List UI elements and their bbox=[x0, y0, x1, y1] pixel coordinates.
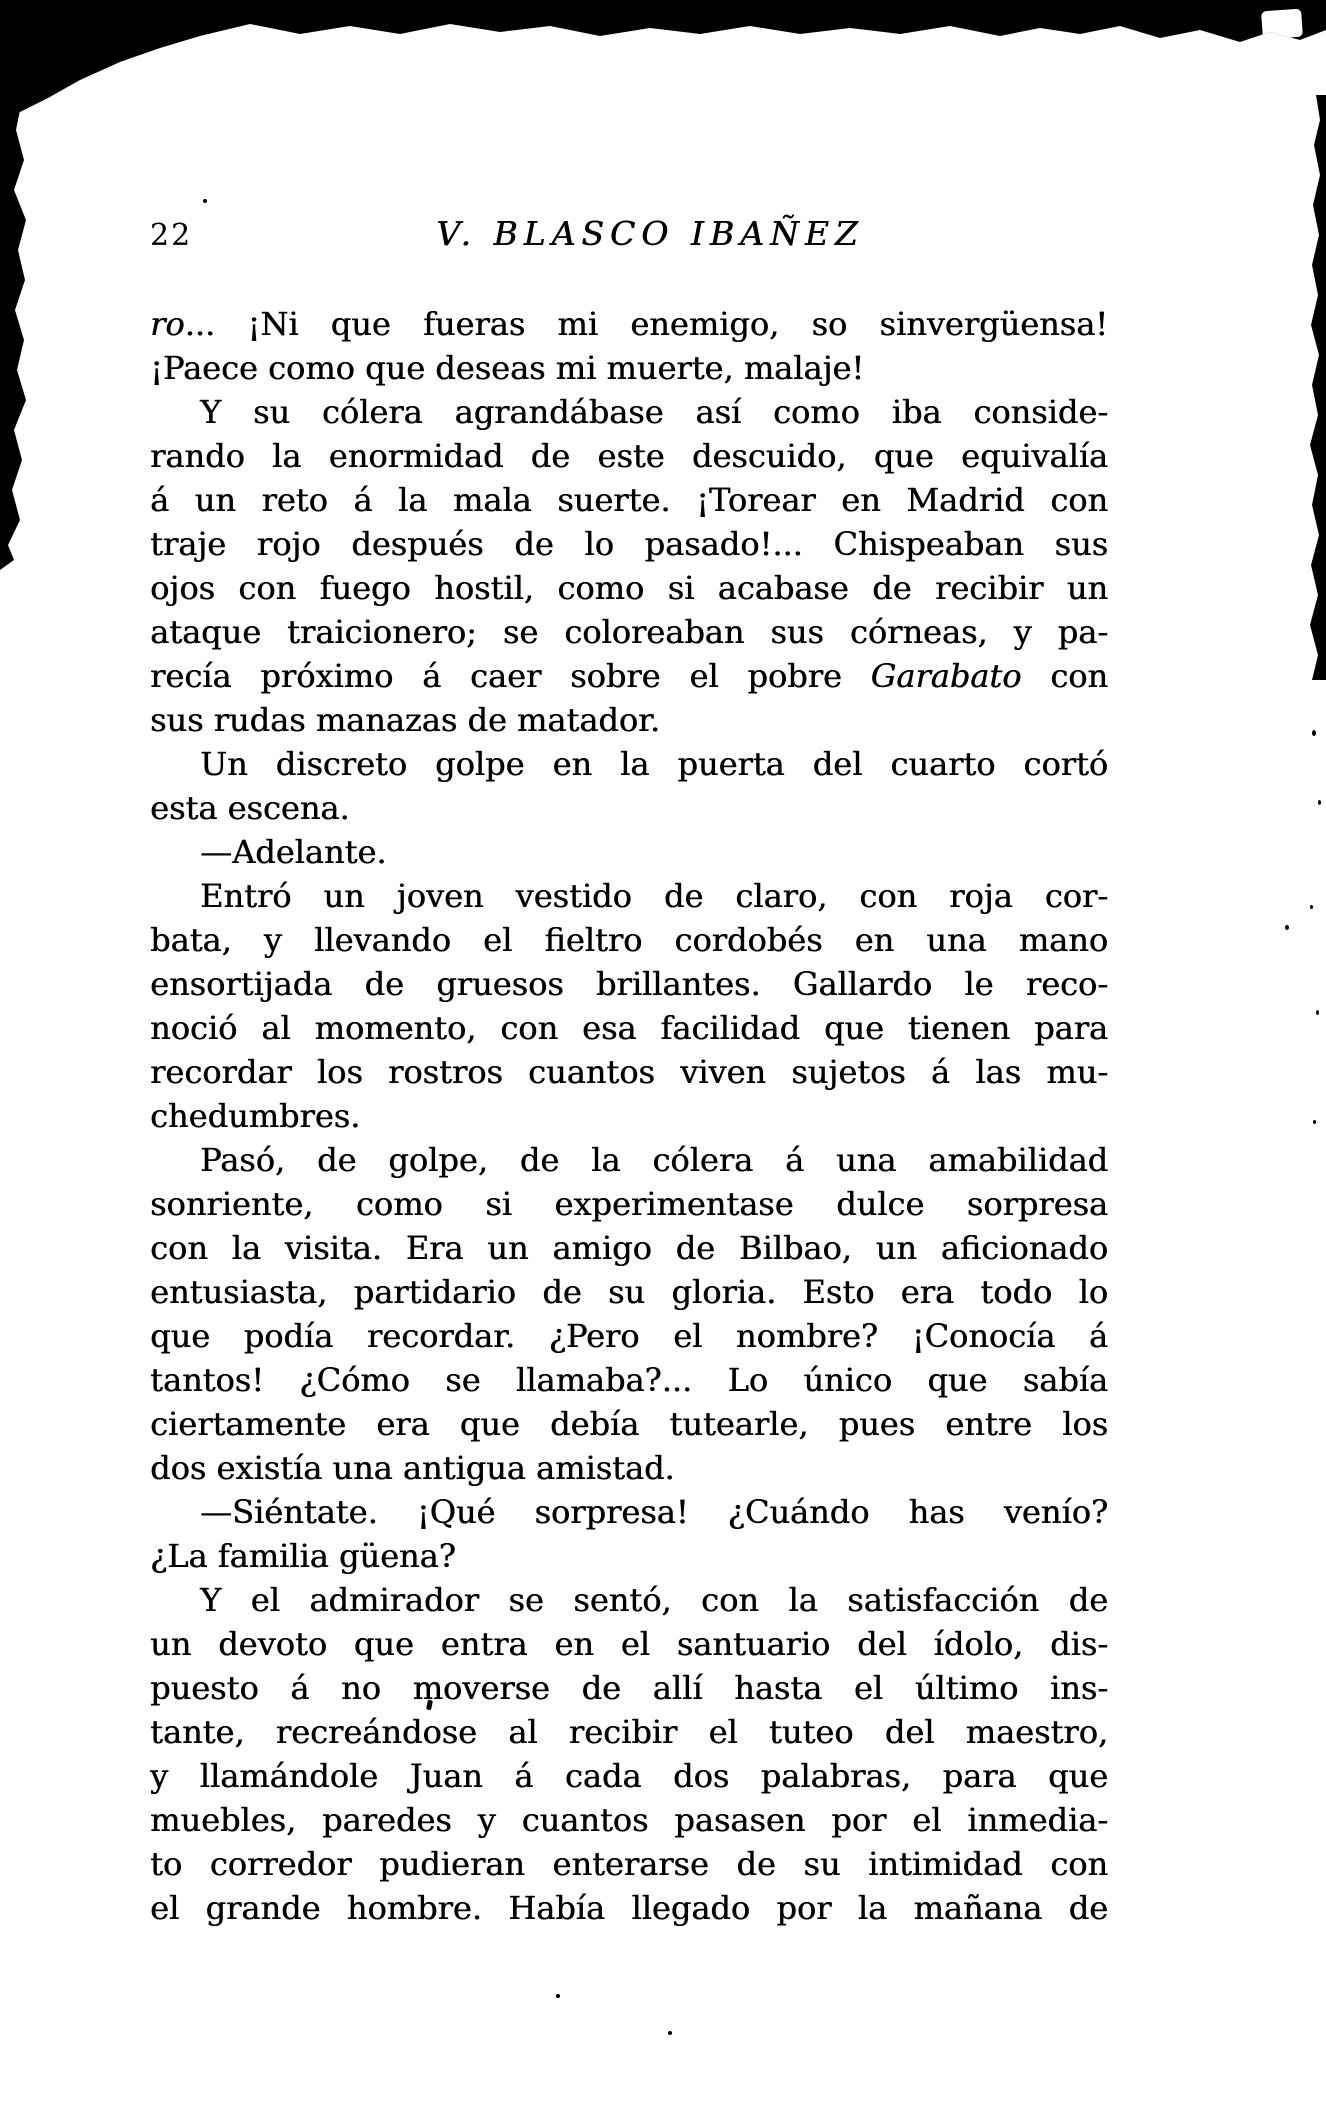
text-line: sus rudas manazas de matador. bbox=[150, 701, 660, 739]
text-line: Entró un joven vestido de claro, con roja cor- bbox=[200, 877, 1108, 915]
text-line: ensortijada de gruesos brillantes. Gallardo le reco- bbox=[150, 965, 1108, 1003]
text-line: Y el admirador se sentó, con la satisfacción de bbox=[200, 1581, 1108, 1619]
text-line: recía próximo á caer sobre el pobre Garabato con bbox=[150, 657, 1109, 695]
text-line: un devoto que entra en el santuario del ídolo, dis- bbox=[150, 1625, 1108, 1663]
text-line: esta escena. bbox=[150, 789, 350, 827]
text-line: á un reto á la mala suerte. ¡Torear en Madrid con bbox=[150, 481, 1108, 519]
scan-speck bbox=[668, 2031, 672, 2035]
text-line: ro... ¡Ni que fueras mi enemigo, so sinvergüensa! bbox=[150, 305, 1108, 343]
text-line: sonriente, como si experimentase dulce sorpresa bbox=[150, 1185, 1108, 1223]
text-line: traje rojo después de lo pasado!... Chispeaban sus bbox=[150, 525, 1108, 563]
text-line: puesto á no moverse de allí hasta el último ins- bbox=[150, 1669, 1108, 1707]
text-line: rando la enormidad de este descuido, que equivalía bbox=[150, 437, 1108, 475]
text-line: —Adelante. bbox=[200, 833, 387, 871]
text-line: to corredor pudieran enterarse de su intimidad con bbox=[150, 1845, 1108, 1883]
scan-speck bbox=[1316, 1010, 1319, 1015]
scan-speck bbox=[203, 199, 207, 203]
text-line: Y su cólera agrandábase así como iba conside- bbox=[200, 393, 1108, 431]
scan-speck bbox=[1285, 925, 1289, 930]
page-header bbox=[0, 214, 1326, 262]
text-line: recordar los rostros cuantos viven sujetos á las mu- bbox=[150, 1053, 1108, 1091]
scan-speck bbox=[1310, 905, 1313, 909]
text-line: —Siéntate. ¡Qué sorpresa! ¿Cuándo has venío? bbox=[200, 1493, 1108, 1531]
text-line: ¡Paece como que deseas mi muerte, malaje! bbox=[150, 349, 865, 387]
text-line: dos existía una antigua amistad. bbox=[150, 1449, 675, 1487]
text-line: chedumbres. bbox=[150, 1097, 361, 1135]
scan-speck bbox=[1313, 1120, 1316, 1124]
text-line: ¿La familia güena? bbox=[150, 1537, 456, 1575]
page-text bbox=[150, 302, 1108, 1930]
text-line: bata, y llevando el fieltro cordobés en una mano bbox=[150, 921, 1108, 959]
page-number: 22 bbox=[150, 218, 193, 253]
running-title: V. BLASCO IBAÑEZ bbox=[436, 214, 864, 253]
text-line: muebles, paredes y cuantos pasasen por el inmedia- bbox=[150, 1801, 1108, 1839]
scan-notch bbox=[1261, 9, 1303, 40]
text-line: con la visita. Era un amigo de Bilbao, un aficionado bbox=[150, 1229, 1108, 1267]
text-line: entusiasta, partidario de su gloria. Esto era todo lo bbox=[150, 1273, 1108, 1311]
scan-edge-top bbox=[0, 0, 1326, 120]
text-line: que podía recordar. ¿Pero el nombre? ¡Conocía á bbox=[150, 1317, 1108, 1355]
scan-edge-left bbox=[0, 100, 30, 570]
scan-edge-right bbox=[1306, 95, 1326, 680]
text-line: tante, recreándose al recibir el tuteo del maestro, bbox=[150, 1713, 1108, 1751]
text-line: ataque traicionero; se coloreaban sus córneas, y pa- bbox=[150, 613, 1108, 651]
text-line: el grande hombre. Había llegado por la mañana de bbox=[150, 1889, 1108, 1927]
scan-speck bbox=[556, 1994, 560, 1998]
text-line: Pasó, de golpe, de la cólera á una amabilidad bbox=[200, 1141, 1108, 1179]
text-line: ojos con fuego hostil, como si acabase de recibir un bbox=[150, 569, 1108, 607]
text-line: Un discreto golpe en la puerta del cuarto cortó bbox=[200, 745, 1108, 783]
text-line: tantos! ¿Cómo se llamaba?... Lo único que sabía bbox=[150, 1361, 1108, 1399]
text-line: y llamándole Juan á cada dos palabras, para que bbox=[150, 1757, 1108, 1795]
text-line: noció al momento, con esa facilidad que tienen para bbox=[150, 1009, 1108, 1047]
scan-speck bbox=[1312, 730, 1316, 736]
scan-speck bbox=[1318, 800, 1321, 805]
text-line: ciertamente era que debía tutearle, pues entre los bbox=[150, 1405, 1108, 1443]
